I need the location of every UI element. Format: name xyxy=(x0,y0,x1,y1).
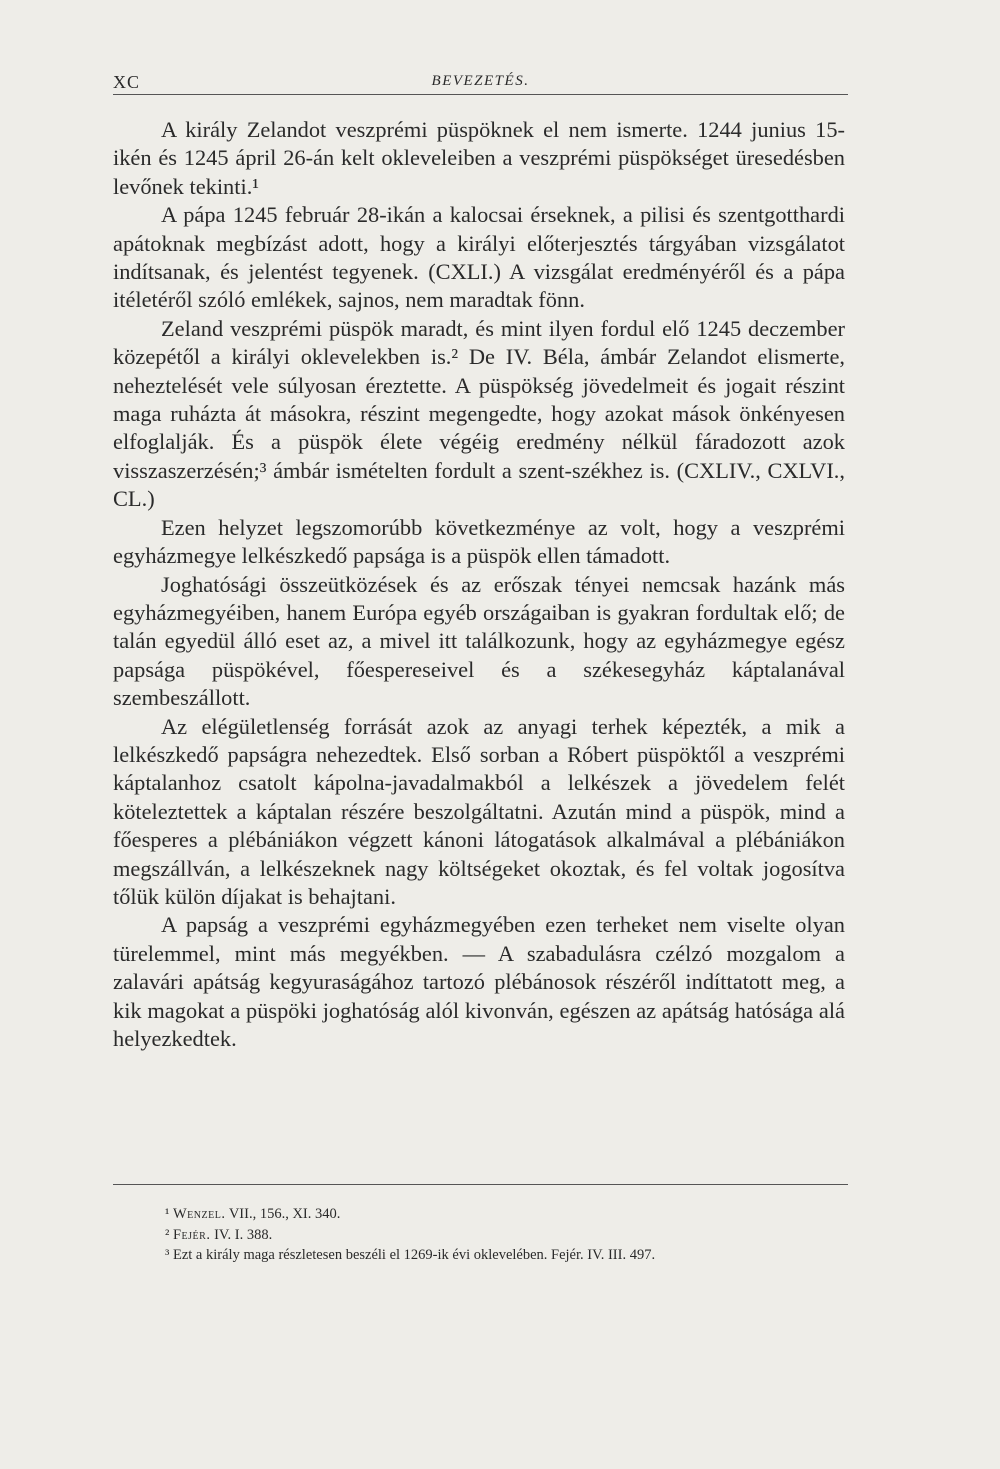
body-text xyxy=(113,116,845,1053)
footnote-source: Fejér. xyxy=(172,1226,211,1243)
footnote-marker: ³ xyxy=(165,1247,170,1263)
footnote-marker: ¹ xyxy=(165,1206,170,1222)
running-title: BEVEZETÉS. xyxy=(431,73,530,89)
paragraph: A király Zelandot veszprémi püspöknek el nem ismerte. 1244 junius 15-ikén és 1245 ápril 26-án kelt okleveleiben a veszprémi püspökséget üresedésben levőnek tekinti.¹ xyxy=(113,117,845,199)
paragraph: Joghatósági összeütközések és az erőszak tényei nemcsak hazánk más egyházmegyéiben, hanem Európa egyéb országaiban is gyakran fordultak elő; de talán egyedül álló eset az, a mivel itt találkozunk, hogy az egyházmegye egész papsága püspökével, főespereseivel és a székesegyház káptalanával szembeszállott. xyxy=(113,571,845,711)
footnote-divider xyxy=(113,1184,848,1185)
footnote xyxy=(165,1204,845,1225)
footnote-marker: ² xyxy=(165,1226,170,1243)
page-header xyxy=(113,64,848,95)
paragraph: Az elégületlenség forrását azok az anyagi terhek képezték, a mik a lelkészkedő papságra nehezedtek. Első sorban a Róbert püspöktől a veszprémi káptalanhoz csatolt kápolna-javadalmakból a lelkészek a jövedelem felét köteleztettek a káptalan részére beszolgáltatni. Azután mind a püspök, mind a főesperes a plébániákon végzett kánoni látogatások alkalmával a plébániákon megszállván, a lelkészeknek nagy költségeket okoztak, és fel voltak jogosítva tőlük külön díjakat is behajtani. xyxy=(113,713,845,909)
paragraph: A pápa 1245 február 28-ikán a kalocsai érseknek, a pilisi és szentgotthardi apátoknak megbízást adott, hogy a királyi előterjesztés tárgyában vizsgálatot indítsanak, és jelentést tegyenek. (CXLI.) A vizsgálat eredményéről és a pápa itéletéről szóló emlékek, sajnos, nem maradtak fönn. xyxy=(113,202,845,313)
paragraph: Zeland veszprémi püspök maradt, és mint ilyen fordul elő 1245 deczember közepétől a királyi oklevelekben is.² De IV. Béla, ámbár Zelandot elismerte, neheztelését vele súlyosan éreztette. A püspökség jövedelmeit és jogait részint maga ruházta át másokra, részint megengedte, hogy azokat mások önkényesen elfoglalják. És a püspök élete végéig eredmény nélkül fáradozott azok visszaszerzésén;³ ámbár ismételten fordult a szent-székhez is. (CXLIV., CXLVI., CL.) xyxy=(113,315,845,512)
footnotes xyxy=(165,1204,845,1266)
footnote-text: IV. I. 388. xyxy=(210,1226,273,1243)
paragraph: A papság a veszprémi egyházmegyében ezen terheket nem viselte olyan türelemmel, mint más megyékben. — A szabadulásra czélzó mozgalom a zalavári apátság kegyuraságához tartozó plébánosok részéről indíttatott meg, a kik magokat a püspöki joghatóság alól kivonván, egészen az apátság hatósága alá helyezkedtek. xyxy=(113,912,845,1051)
page-number: XC xyxy=(113,72,141,92)
footnote-text: Ezt a király maga részletesen beszéli el 1269-ik évi oklevelében. Fejér. IV. III. 497. xyxy=(172,1247,656,1263)
footnote-text: VII., 156., XI. 340. xyxy=(225,1206,341,1222)
paragraph: Ezen helyzet legszomorúbb következménye az volt, hogy a veszprémi egyházmegye lelkészkedő papsága is a püspök ellen támadott. xyxy=(113,514,845,569)
footnote xyxy=(165,1245,845,1266)
footnote xyxy=(165,1225,845,1246)
footnote-source: Wenzel. xyxy=(172,1206,226,1222)
